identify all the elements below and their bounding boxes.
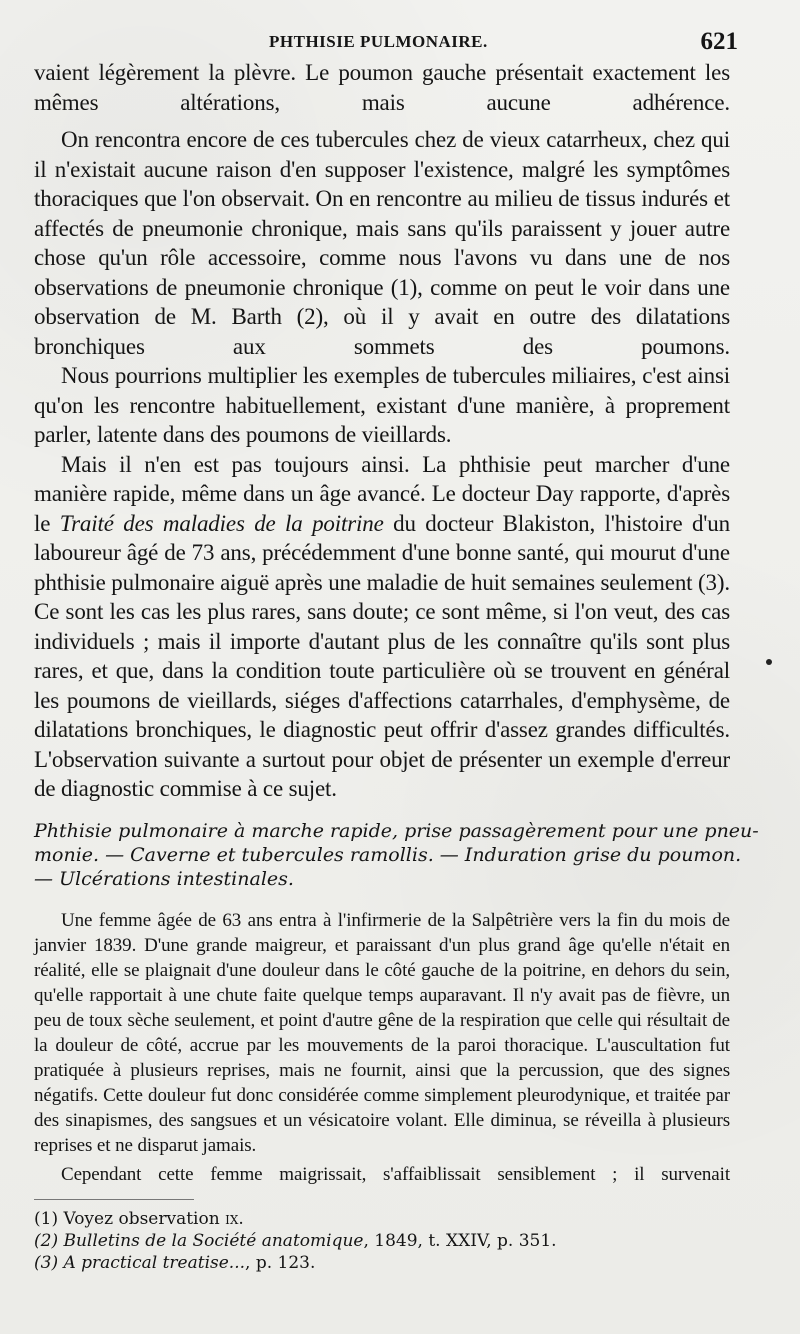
paragraph-rapid-phthisis-text-2: du docteur Blakiston, l'histoire d'un laboureur âgé de 73 ans, précédemment d'une bonne santé, qui mourut d'une phthisie pulmonaire aiguë après une maladie de huit semaines seulement (3). Ce sont les cas les plus rares, sans doute; ce sont même, si l'on veut, des cas individuels ; mais il importe d'autant plus de les connaître qu'ils sont plus rares, et que, dans la condition toute particulière où se trouvent en général les poumons de vieillards, siéges d'affections catarrhales, d'emphysème, de dilatations bronchiques, le diagnostic peut offrir d'assez grandes difficultés. L'observation suivante a surtout pour objet de présenter un exemple d'erreur de diagnostic commise à ce sujet. bbox=[34, 510, 731, 801]
running-head bbox=[34, 28, 738, 56]
footnote-1-roman: ix bbox=[225, 1208, 239, 1229]
case-description-paragraph: Une femme âgée de 63 ans entra à l'infirmerie de la Salpêtrière vers la fin du mois de janvier 1839. D'une grande maigreur, et paraissant d'un plus grand âge qu'elle n'était en réalité, elle se plaignait d'une douleur dans le côté gauche de la poitrine, en dehors du sein, qu'elle rapportait à une chute faite quelque temps auparavant. Il n'y avait pas de fièvre, un peu de toux sèche seulement, et point d'autre gêne de la respiration que celle qui résultait de la douleur de côté, accrue par les mouvements de la paroi thoracique. L'auscultation fut pratiquée à plusieurs reprises, mais ne fournit, ainsi que la percussion, que des signes négatifs. Cette douleur fut donc considérée comme simplement pleurodynique, et traitée par des sinapismes, des sangsues et un vésicatoire volant. Elle diminua, se réveilla à plusieurs reprises et ne disparut jamais. bbox=[34, 909, 730, 1156]
observation-heading-line-3: — Ulcérations intestinales. bbox=[34, 867, 294, 890]
footnote-1-end: . bbox=[238, 1208, 244, 1229]
book-title-reference: Traité des maladies de la poitrine bbox=[59, 510, 384, 536]
footnote-3-reference: , p. 123. bbox=[245, 1252, 316, 1273]
footnote-2-reference: , 1849, t. XXIV, p. 351. bbox=[363, 1230, 557, 1251]
footnote-2-title: (2) Bulletins de la Société anatomique bbox=[34, 1230, 364, 1251]
observation-heading-line-1: Phthisie pulmonaire à marche rapide, prise passagèrement pour une pneu- bbox=[34, 819, 759, 842]
footnote-3 bbox=[34, 1252, 730, 1274]
footnote-2 bbox=[34, 1230, 730, 1252]
ink-speck bbox=[766, 659, 772, 665]
observation-heading-line-2: monie. — Caverne et tubercules ramollis. — Induration grise du poumon. bbox=[34, 843, 742, 866]
footnote-1-text: (1) Voyez observation bbox=[34, 1208, 226, 1229]
observation-heading bbox=[34, 819, 759, 891]
case-continuation-paragraph: Cependant cette femme maigrissait, s'affaiblissait sensiblement ; il survenait bbox=[61, 1163, 730, 1185]
paragraph-rapid-phthisis-text-1: Mais il n'en est pas toujours ainsi. La phthisie peut marcher d'une manière rapide, même dans un âge avancé. Le docteur Day rapporte, d'après le bbox=[34, 451, 730, 536]
footnote-divider bbox=[34, 1199, 194, 1200]
page-number: 621 bbox=[700, 28, 738, 55]
footnote-3-title: (3) A practical treatise... bbox=[34, 1252, 246, 1273]
paragraph-catarrheux: On rencontra encore de ces tubercules chez de vieux catarrheux, chez qui il n'existait aucune raison d'en supposer l'existence, malgré les symptômes thoraciques que l'on observait. On en rencontre au milieu de tissus indurés et affectés de pneumonie chronique, mais sans qu'ils paraissent y jouer autre chose qu'un rôle accessoire, comme nous l'avons vu dans une de nos observations de pneumonie chronique (1), comme on peut le voir dans une observation de M. Barth (2), où il y avait en outre des dilatations bronchiques aux sommets des poumons. bbox=[34, 127, 730, 359]
running-title: PHTHISIE PULMONAIRE. bbox=[269, 32, 488, 51]
footnote-1 bbox=[34, 1208, 730, 1230]
paragraph-miliary-tubercles: Nous pourrions multiplier les exemples de tubercules miliaires, c'est ainsi qu'on les rencontre habituellement, existant d'une manière, à proprement parler, latente dans des poumons de vieillards. bbox=[34, 363, 730, 447]
footnotes bbox=[34, 1208, 730, 1274]
paragraph-rapid-phthisis bbox=[34, 450, 730, 804]
paragraph-continuation: vaient légèrement la plèvre. Le poumon gauche présentait exactement les mêmes altérations, mais aucune adhérence. bbox=[34, 60, 730, 115]
